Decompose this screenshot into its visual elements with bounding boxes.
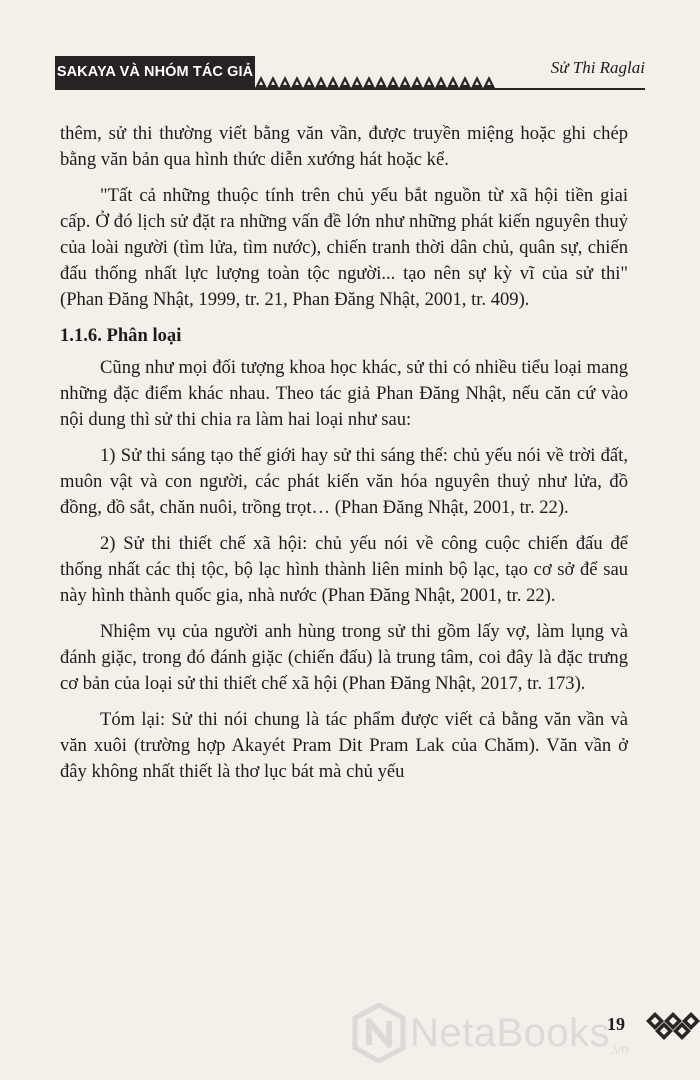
paragraph-quote: "Tất cả những thuộc tính trên chủ yếu bắt nguồn từ xã hội tiền giai cấp. Ở đó lịch sử đặt ra những vấn đề lớn như những phát kiến nguyên thuỷ của loài người (tìm lửa, tìm nước), chiến tranh thời dân chủ, quân sự, chiến đấu thống nhất lực lượng toàn tộc người... tạo nên sự kỳ vĩ của sử thi" (Phan Đăng Nhật, 1999, tr. 21, Phan Đăng Nhật, 2001, tr. 409).: [60, 185, 628, 310]
page-body: [60, 121, 628, 785]
watermark: [352, 1003, 629, 1063]
hexagon-n-logo-icon: [352, 1003, 406, 1063]
paragraph-hero-duties: Nhiệm vụ của người anh hùng trong sử thi gồm lấy vợ, làm lụng và đánh giặc, trong đó đánh giặc (chiến đấu) là trung tâm, coi đây là đặc trưng cơ bản của loại sử thi thiết chế xã hội (Phan Đăng Nhật, 2017, tr. 173).: [60, 621, 628, 694]
page-footer: [0, 1000, 700, 1080]
paragraph-continuation: thêm, sử thi thường viết bằng văn vần, được truyền miệng hoặc ghi chép bằng văn bản qua hình thức diễn xướng hát hoặc kể.: [60, 123, 628, 170]
page-header: [0, 0, 700, 110]
paragraph-classification: Cũng như mọi đối tượng khoa học khác, sử thi có nhiều tiểu loại mang những đặc điểm khác nhau. Theo tác giả Phan Đăng Nhật, nếu căn cứ vào nội dung thì sử thi chia ra làm hai loại như sau:: [60, 357, 628, 430]
list-item-creation-epic: 1) Sử thi sáng tạo thế giới hay sử thi sáng thế: chủ yếu nói về trời đất, muôn vật và con người, các phát kiến văn hóa nguyên thuỷ như lửa, đồ đồng, đồ sắt, chăn nuôi, trồng trọt… (Phan Đăng Nhật, 2001, tr. 22).: [60, 445, 628, 518]
series-title: Sử Thi Raglai: [550, 58, 645, 77]
page-number: 19: [607, 1014, 625, 1034]
diamond-ornament-icon: [646, 1008, 700, 1044]
book-label: SAKAYA VÀ NHÓM TÁC GIẢ: [55, 56, 255, 88]
header-rule: [55, 88, 645, 90]
watermark-text: NetaBooks: [410, 1011, 611, 1055]
list-item-social-epic: 2) Sử thi thiết chế xã hội: chủ yếu nói về công cuộc chiến đấu để thống nhất các thị tộc, bộ lạc hình thành liên minh bộ lạc, tạo cơ sở để sau này hình thành quốc gia, nhà nước (Phan Đăng Nhật, 2001, tr. 22).: [60, 533, 628, 606]
paragraph-summary: Tóm lại: Sử thi nói chung là tác phẩm được viết cả bằng văn vần và văn xuôi (trường hợp Akayét Pram Dit Pram Lak của Chăm). Văn vần ở đây không nhất thiết là thơ lục bát mà chủ yếu: [60, 709, 628, 782]
zigzag-ornament-icon: [255, 71, 505, 88]
watermark-tld: .vn: [610, 1041, 629, 1057]
section-heading: 1.1.6. Phân loại: [60, 325, 182, 346]
